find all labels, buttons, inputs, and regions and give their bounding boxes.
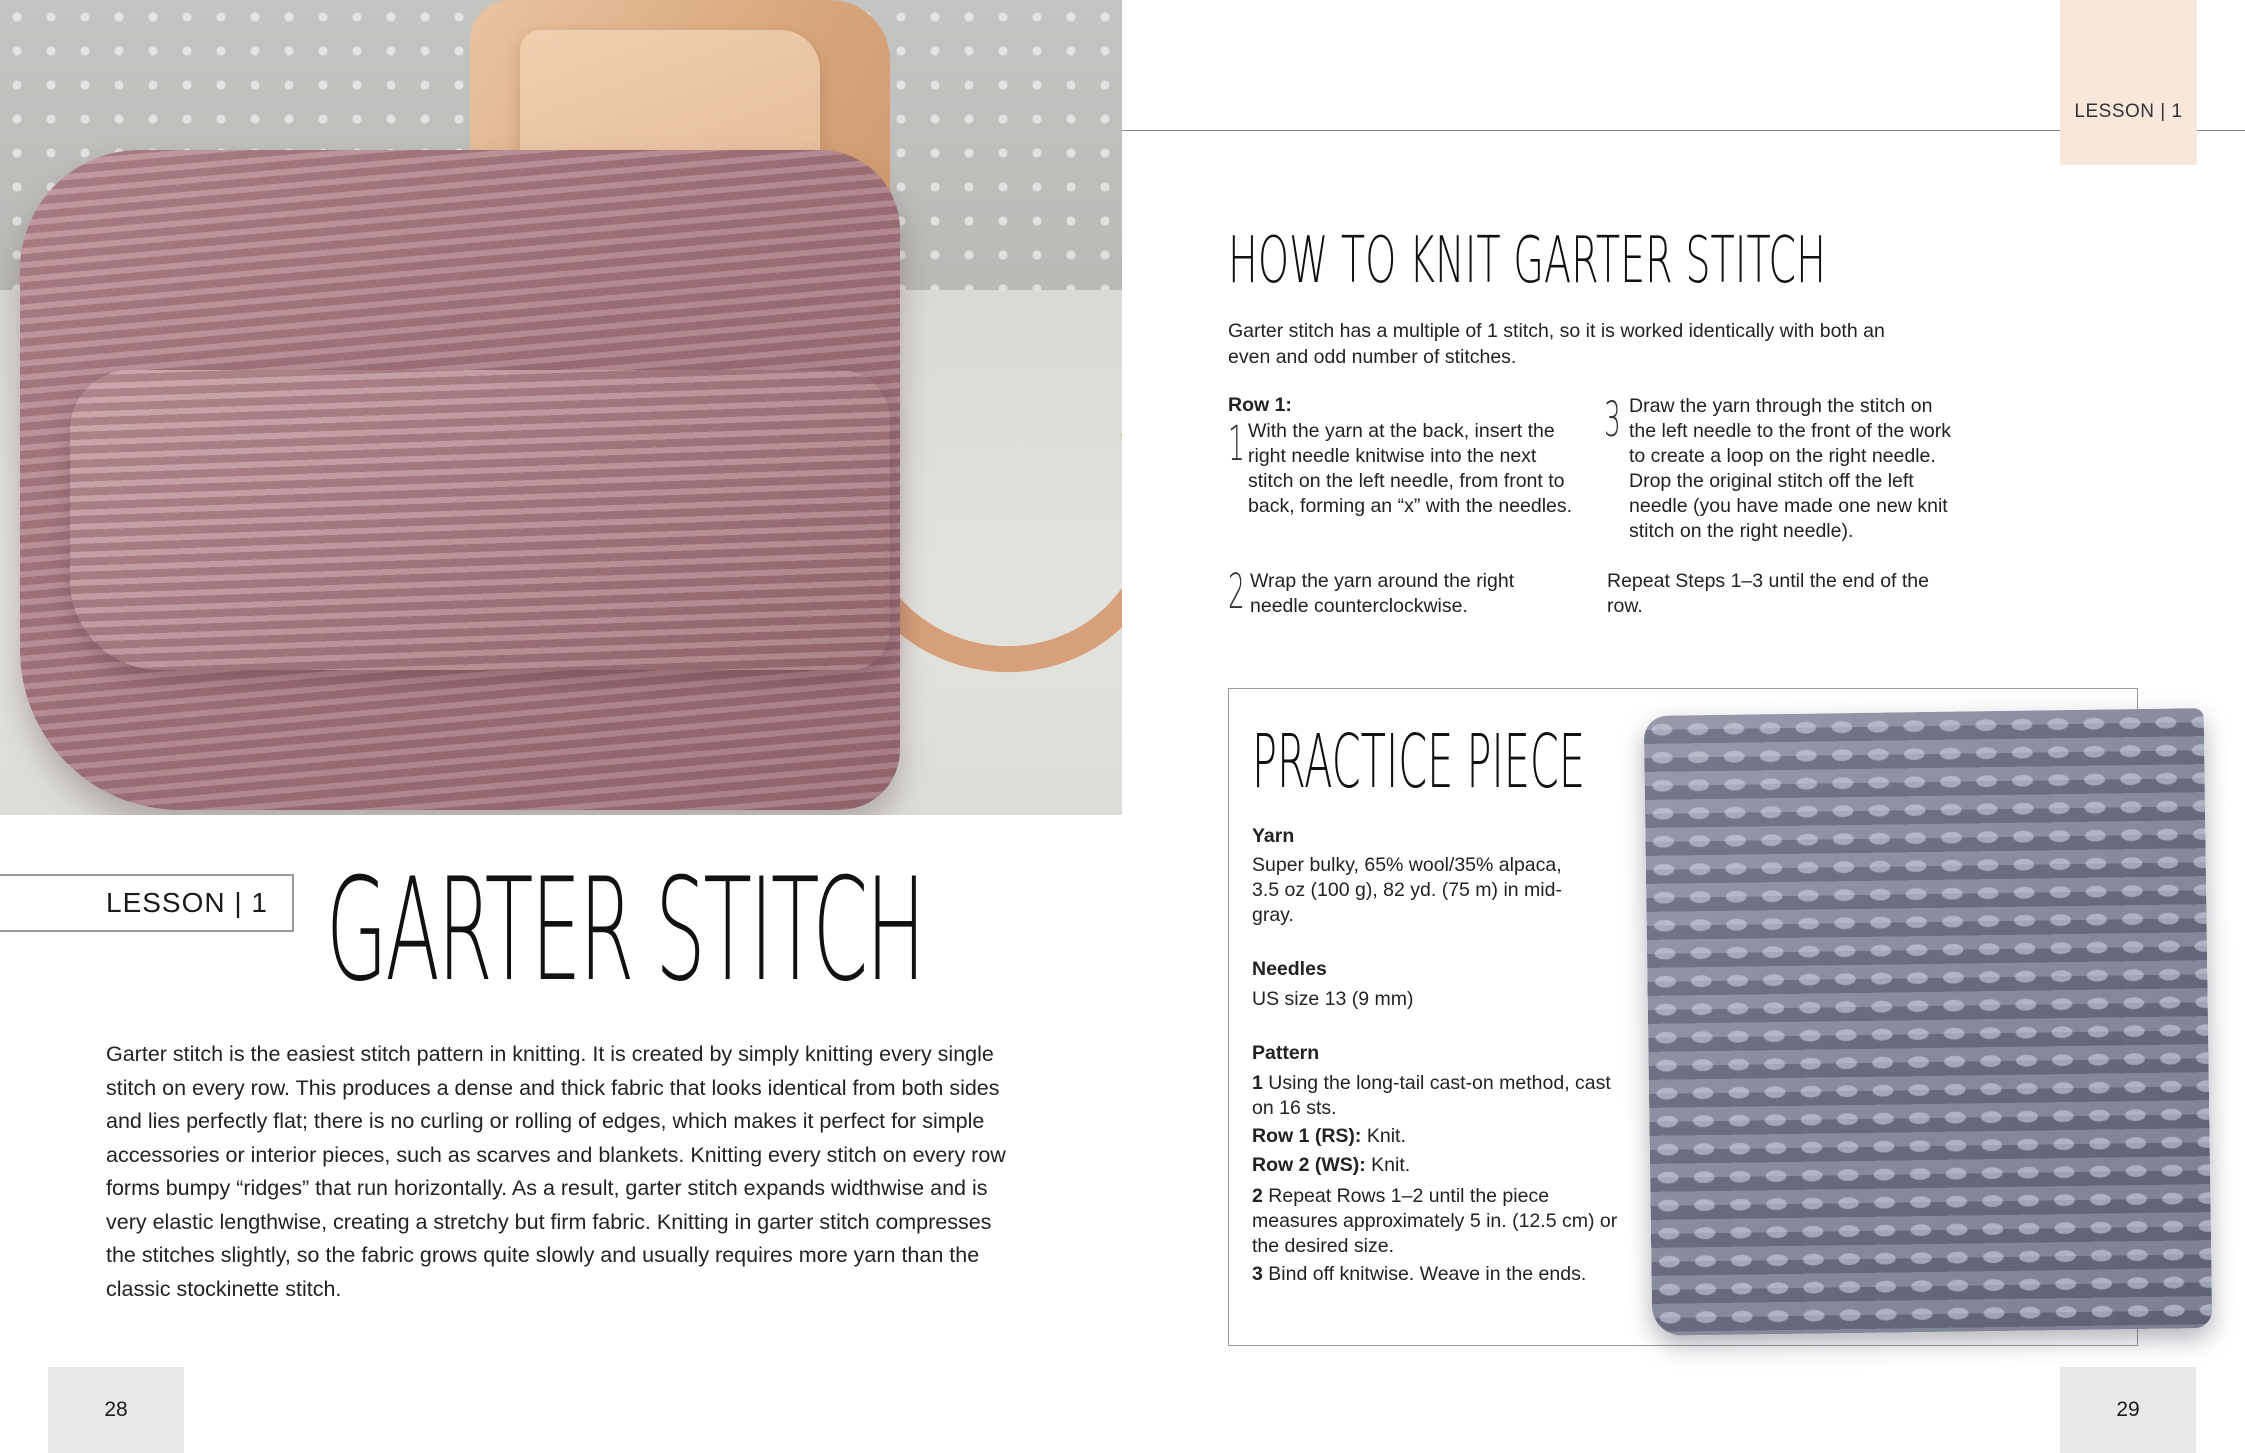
pattern-step-3-text: Bind off knitwise. Weave in the ends.	[1268, 1263, 1587, 1285]
page-title: GARTER STITCH	[326, 848, 924, 1013]
intro-paragraph: Garter stitch has a multiple of 1 stitch, so it is worked identically with both an even and odd number of stitches.	[1228, 320, 1885, 368]
pattern-heading: Pattern	[1252, 1042, 1320, 1064]
step-text-1: With the yarn at the back, insert the right needle knitwise into the next stitch on the left needle, from front to back, forming an “x” with the needles.	[1248, 420, 1573, 517]
yarn-text: Super bulky, 65% wool/35% alpaca, 3.5 oz (100 g), 82 yd. (75 m) in mid-gray.	[1252, 854, 1562, 926]
header-lesson-tab: LESSON | 1	[2060, 0, 2197, 165]
step-number-2: 2	[1228, 564, 1245, 620]
pattern-step-1-number: 1	[1252, 1072, 1263, 1094]
needles-heading: Needles	[1252, 958, 1327, 980]
pattern-step-3-number: 3	[1252, 1263, 1263, 1285]
practice-title: PRACTICE PIECE	[1252, 719, 1585, 805]
pattern-row-1-text: Knit.	[1366, 1125, 1406, 1147]
lesson-label: LESSON | 1	[0, 874, 294, 932]
page-number-left: 28	[48, 1367, 184, 1453]
row-label: Row 1:	[1228, 394, 1292, 416]
pattern-row-2-label: Row 2 (WS):	[1252, 1154, 1366, 1176]
repeat-note: Repeat Steps 1–3 until the end of the row.	[1607, 570, 1929, 617]
pattern-step-2-text: Repeat Rows 1–2 until the piece measures approximately 5 in. (12.5 cm) or the desired size.	[1252, 1185, 1618, 1257]
pattern-row-2	[1252, 1153, 1622, 1178]
gray-garter-swatch-photo	[1644, 708, 2213, 1336]
pattern-row-2-text: Knit.	[1371, 1154, 1411, 1176]
pattern-row-1-label: Row 1 (RS):	[1252, 1125, 1362, 1147]
page-number-right: 29	[2060, 1367, 2196, 1453]
pattern-step-1-text: Using the long-tail cast-on method, cast on 16 sts.	[1252, 1072, 1611, 1119]
pattern-step-2	[1252, 1184, 1627, 1259]
step-number-1: 1	[1228, 416, 1245, 472]
section-title: HOW TO KNIT GARTER STITCH	[1228, 224, 1826, 298]
knitted-blanket-fold	[70, 370, 890, 670]
blanket-backpack-photo	[0, 0, 1122, 815]
step-text-3: Draw the yarn through the stitch on the left needle to the front of the work to create a loop on the right needle. Drop the original stitch off the left needle (you have made one new knit stitch on the right needle).	[1629, 395, 1951, 542]
body-paragraph: Garter stitch is the easiest stitch pattern in knitting. It is created by simply knitting every single stitch on every row. This produces a dense and thick fabric that looks identical from both sides and lies perfectly flat; there is no curling or rolling of edges, which makes it perfect for simple accessories or interior pieces, such as scarves and blankets. Knitting every stitch on every row forms bumpy “ridges” that run horizontally. As a result, garter stitch expands widthwise and is very elastic lengthwise, creating a stretchy but firm fabric. Knitting in garter stitch compresses the stitches slightly, so the fabric grows quite slowly and usually requires more yarn than the classic stockinette stitch.	[106, 1042, 1006, 1301]
pattern-step-1	[1252, 1071, 1622, 1121]
pattern-step-3	[1252, 1262, 1627, 1287]
yarn-heading: Yarn	[1252, 825, 1295, 847]
step-number-3: 3	[1604, 392, 1621, 448]
pattern-step-2-number: 2	[1252, 1185, 1263, 1207]
needles-text: US size 13 (9 mm)	[1252, 988, 1414, 1010]
pattern-row-1	[1252, 1124, 1622, 1149]
step-text-2: Wrap the yarn around the right needle counterclockwise.	[1250, 570, 1515, 617]
